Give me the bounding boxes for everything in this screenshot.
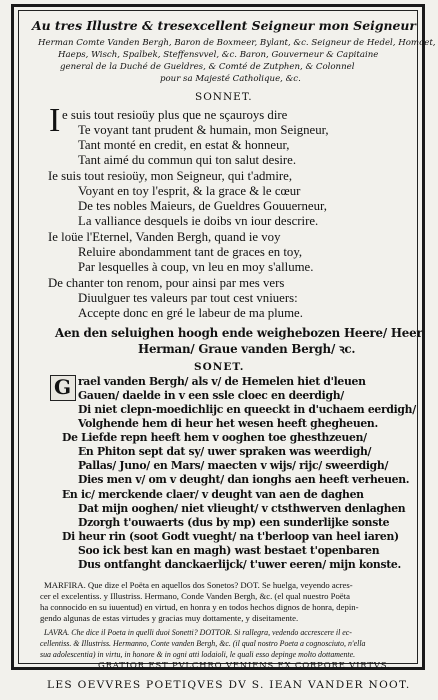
- sonnet-line: La valliance desquels ie doibs vn iour descrire.: [78, 214, 319, 228]
- dialogue-line: sua adolescentia) in virtu, in honore & in ogni atti lodaioli, le quali esso depinge molto dottamente.: [40, 650, 356, 659]
- dedication-line: pour sa Majesté Catholique, &c.: [160, 74, 301, 84]
- dialogue-line: cer el excelentiss. y Illustriss. Hermano, Conde Vanden Bergh, &c. (el qual nuestro Poëta: [40, 591, 350, 601]
- dialogue-line: gendo algunas de estas virtudes y gracias muy dottamente, y diseitamente.: [40, 613, 299, 623]
- sonnet-line: Accepte donc en gré le labeur de ma plume.: [78, 306, 303, 320]
- sonnet-line: Reluire abondamment tant de graces en toy,: [78, 245, 303, 259]
- ornamental-initial: G: [54, 375, 72, 399]
- sonet-line: En ic/ merckende claer/ v deught van aen de daghen: [62, 488, 364, 501]
- sonet-line: De Liefde repn heeft hem v ooghen toe ghesthzeuen/: [62, 431, 367, 444]
- drop-cap-initial: I: [49, 102, 61, 139]
- sonet-line: rael vanden Bergh/ als v/ de Hemelen hiet d'leuen: [78, 375, 366, 388]
- sonnet-line: De chanter ton renom, pour ainsi par mes vers: [48, 276, 285, 290]
- sonnet-line: Diuulguer tes valeurs par tout cest vniuers:: [78, 291, 298, 305]
- sonnet-line: Par lesquelles à coup, vn leu en moy s'allume.: [78, 260, 314, 274]
- sonet-title: SONET.: [194, 361, 245, 373]
- sonnet-line: Voyant en toy l'esprit, & la grace & le cœur: [78, 184, 301, 198]
- sonnet-line: Tant aimé du commun qui ton salut desire.: [78, 153, 297, 167]
- sonet-line: Gauen/ daelde in v een ssle cloec en deerdigh/: [78, 389, 344, 402]
- sonet-line: Volghende hem di heur het wesen heeft ghegheuen.: [78, 417, 378, 430]
- dedication-heading: Au tres Illustre & tresexcellent Seigneur mon Seigneur: [32, 18, 416, 33]
- sonet-line: Pallas/ Juno/ en Mars/ maecten v wijs/ rijc/ sweerdigh/: [78, 459, 389, 472]
- sonet-line: Dus ontfanght danckaerlijck/ t'uwer eeren/ mijn konste.: [78, 558, 401, 571]
- sonnet-line: Te voyant tant prudent & humain, mon Seigneur,: [78, 123, 329, 137]
- dutch-dedication-line: Aen den seluighen hoogh ende weighebozen Heere/ Heer: [55, 326, 423, 340]
- sonet-line: Dat mijn ooghen/ niet vlieught/ v ctsthwerven denlaghen: [78, 502, 406, 515]
- sonet-line: En Phiton sept dat sy/ uwer spraken was weerdigh/: [78, 445, 372, 458]
- sonet-line: Di niet clepn-moedichlijc en queeckt in d'uchaem eerdigh/: [78, 403, 416, 416]
- sonet-line: Soo ick best kan en magh) wast bestaet t'openbaren: [78, 544, 380, 557]
- sonnet-line: Ie loüe l'Eternel, Vanden Bergh, quand ie voy: [48, 230, 281, 244]
- dedication-line: Haeps, Wisch, Spalbek, Steffensvvel, &c. Baron, Gouverneur & Capitaine: [58, 50, 379, 60]
- dutch-dedication-line: Herman/ Graue vanden Bergh/ ꝛc.: [138, 342, 356, 356]
- sonnet-title: SONNET.: [195, 91, 253, 103]
- sonnet-line: De tes nobles Maieurs, de Gueldres Gouuerneur,: [78, 199, 327, 213]
- sonnet-line: Tant monté en credit, en estat & honneur,: [78, 138, 290, 152]
- sonnet-line: e suis tout resioüy plus que ne sçauroys dire: [62, 108, 288, 122]
- dialogue-line: MARFIRA. Que dize el Poëta en aquellos dos Sonetos? DOT. Se huelga, veyendo acres-: [44, 580, 353, 590]
- dedication-line: general de la Duché de Gueldres, & Comté de Zutphen, & Colonnel: [60, 62, 355, 72]
- dialogue-line: cellentiss. & Illustriss. Hermanno, Conte vanden Bergh, &c. (il qual nostro Poeta a cognosciuto, n'ella: [40, 639, 366, 648]
- sonet-line: Dies men v/ om v deught/ dan ionghs aen heeft verheuen.: [78, 473, 410, 486]
- page-footer: LES OEVVRES POETIQVES DV S. IEAN VANDER NOOT.: [47, 679, 411, 691]
- dialogue-line: LAVRA. Che dice il Poeta in quelli duoi Sonetti? DOTTOR. Si rallegra, vedendo accrescere il ec-: [44, 628, 352, 637]
- motto: GRATIOR EST PVLCHRO VENIENS EX CORPORE VIRTVS.: [98, 661, 391, 671]
- dialogue-line: ha connocido en su iuuentud) en virtud, en honra y en todos hechos dignos de honra, depin-: [40, 602, 359, 612]
- sonet-line: Di heur rin (soot Godt vueght/ na t'berloop van heel iaren): [62, 530, 399, 543]
- dedication-line: Herman Comte Vanden Bergh, Baron de Boxmeer, Bylant, &c. Seigneur de Hedel, Homoet,: [38, 38, 436, 48]
- sonnet-line: Ie suis tout resioüy, mon Seigneur, qui t'admire,: [48, 169, 293, 183]
- sonet-line: Dzorgh t'ouwaerts (dus by mp) een sunderlijke sonste: [78, 516, 390, 529]
